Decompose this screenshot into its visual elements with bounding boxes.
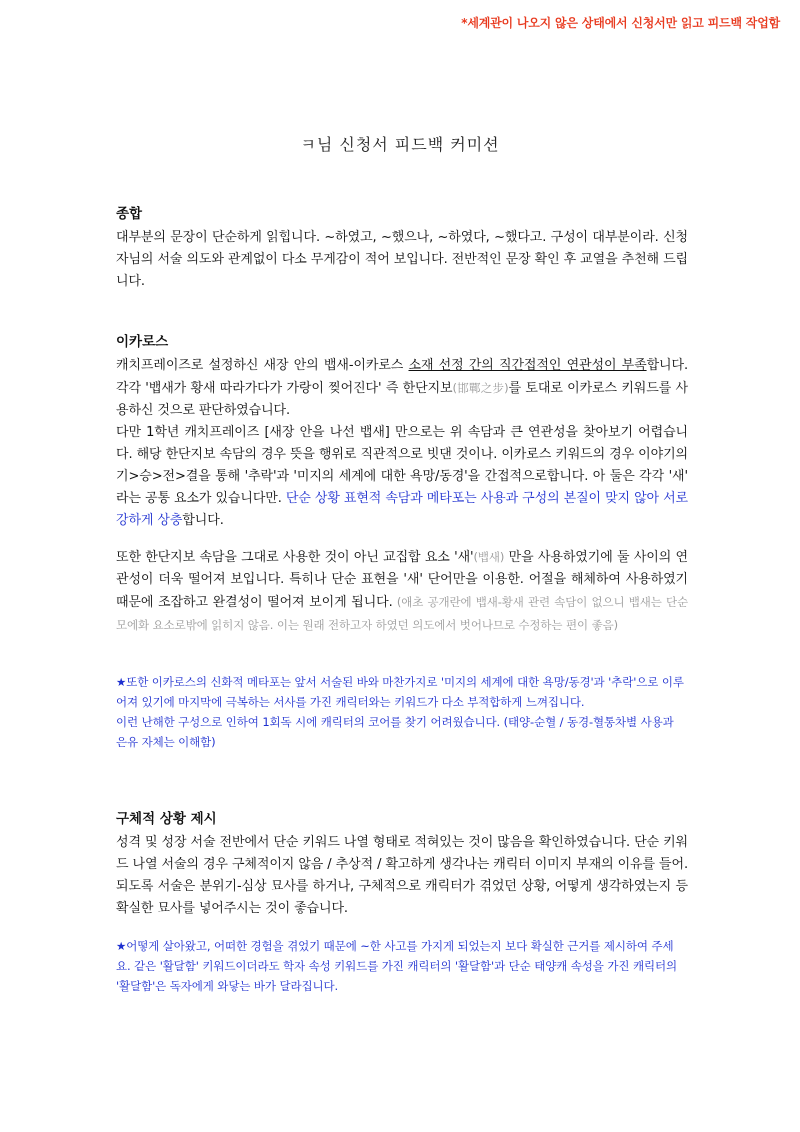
icarus-paragraph-1 <box>116 355 688 422</box>
icarus-p1-underlined: 소재 선정 간의 직간접적인 연관성이 부족 <box>408 358 647 373</box>
icarus-section <box>116 331 688 532</box>
summary-section <box>116 203 688 293</box>
summary-text: 대부분의 문장이 단순하게 읽힙니다. ~하였고, ~했으나, ~하였다, ~했다고. 구성이 대부분이라. 신청자님의 서술 의도와 관계없이 다소 무게감이 적어 보입니다. 전반적인 문장 확인 후 교열을 추천해 드립니다. <box>116 230 688 289</box>
star-note-section <box>116 672 688 752</box>
icarus-p1-middle: 합니다. 각각 '뱁새가 황새 따라가다가 가랑이 찢어진다' 즉 한단지보 <box>116 358 688 396</box>
also-paragraph <box>116 546 688 637</box>
star-note-2-text: ★어떻게 살아왔고, 어떠한 경험을 겪었기 때문에 ~한 사고를 가지게 되었는지 보다 확실한 근거를 제시하여 주세요. 같은 '활달함' 키워드이더라도 학자 속성 키워드를 가진 캐릭터의 '활달함'과 단순 태양캐 속성을 가진 캐릭터의 '활달함'은 독자에게 와닿는 바가 달라집니다. <box>116 939 677 993</box>
icarus-p1-end: 를 토대로 이카로스 키워드를 사용하신 것으로 판단하였습니다. <box>116 381 689 418</box>
also-section <box>116 546 688 637</box>
also-gray-remark: (애초 공개란에 뱁새-황새 관련 속담이 없으니 뱁새는 단순 모에화 요소로밖에 읽히지 않음. 이는 원래 전하고자 하였던 의도에서 벗어나므로 수정하는 편이 좋음) <box>116 595 689 632</box>
concrete-section <box>116 808 688 920</box>
icarus-p2-start: 다만 1학년 캐치프레이즈 [새장 안을 나선 뱁새] 만으로는 위 속담과 큰 연관성을 찾아보기 어렵습니다. 해당 한단지보 속담의 경우 뜻을 행위로 직관적으로 빗댄 것이나. 이카로스 키워드의 경우 이야기의 기>승>전>결을 통해 '추락'과 '미지의 세계에 대한 욕망/동경'을 간접적으로합니다. 아 둘은 각각 '새' 라는 공통 요소가 있습니다만. <box>116 425 688 506</box>
icarus-paragraph-2 <box>116 422 688 532</box>
icarus-p1-start: 캐치프레이즈로 설정하신 새장 안의 뱁새-이카로스 <box>116 358 409 373</box>
also-start: 또한 한단지보 속담을 그대로 사용한 것이 아닌 교집합 요소 '새' <box>116 550 474 565</box>
star-note-line-1: ★또한 이카로스의 신화적 메타포는 앞서 서술된 바와 마찬가지로 '미지의 세계에 대한 욕망/동경'과 '추락'으로 이루어져 있기에 마지막에 극복하는 서사를 가진 캐릭터와는 키워드가 다소 부적합하게 느껴집니다. <box>116 675 684 709</box>
star-note-2-section <box>116 936 688 996</box>
also-middle: 만을 사용하였기에 둘 사이의 연관성이 더욱 떨어져 보입니다. 특히나 단순 표현을 '새' 단어만을 이용한. 어절을 해체하여 사용하였기 때문에 조잡하고 완결성이 떨어져 보이게 됩니다. <box>116 550 688 610</box>
concrete-text: 성격 및 성장 서술 전반에서 단순 키워드 나열 형태로 적혀있는 것이 많음을 확인하였습니다. 단순 키워드 나열 서술의 경우 구체적이지 않음 / 추상적 / 확고하게 생각나는 캐릭터 이미지 부재의 이유를 들어. 되도록 서술은 분위기-심상 묘사를 하거나, 구체적으로 캐릭터가 겪었던 상황, 어떻게 생각하였는지 등 확실한 묘사를 넣어주시는 것이 좋습니다. <box>116 835 688 916</box>
icarus-p2-end: 합니다. <box>182 513 224 528</box>
icarus-p2-highlight: 단순 상황 표현적 속담과 메타포는 사용과 구성의 본질이 맞지 않아 서로 강하게 상충 <box>116 491 688 528</box>
top-note: *세계관이 나오지 않은 상태에서 신청서만 읽고 피드백 작업함 <box>461 16 780 30</box>
star-note-line-2: 이런 난해한 구성으로 인하여 1회독 시에 캐릭터의 코어를 찾기 어려웠습니다. (태양-순혈 / 동경-혈통차별 사용과 은유 자체는 이해함) <box>116 715 674 749</box>
icarus-heading: 이카로스 <box>116 334 169 350</box>
document-title: ㅋ님 신청서 피드백 커미션 <box>300 135 500 154</box>
also-hanja: (뱁새) <box>473 550 505 564</box>
summary-heading: 종합 <box>116 206 143 222</box>
concrete-heading: 구체적 상황 제시 <box>116 811 217 827</box>
icarus-p1-hanja: (邯鄲之步) <box>452 381 509 395</box>
